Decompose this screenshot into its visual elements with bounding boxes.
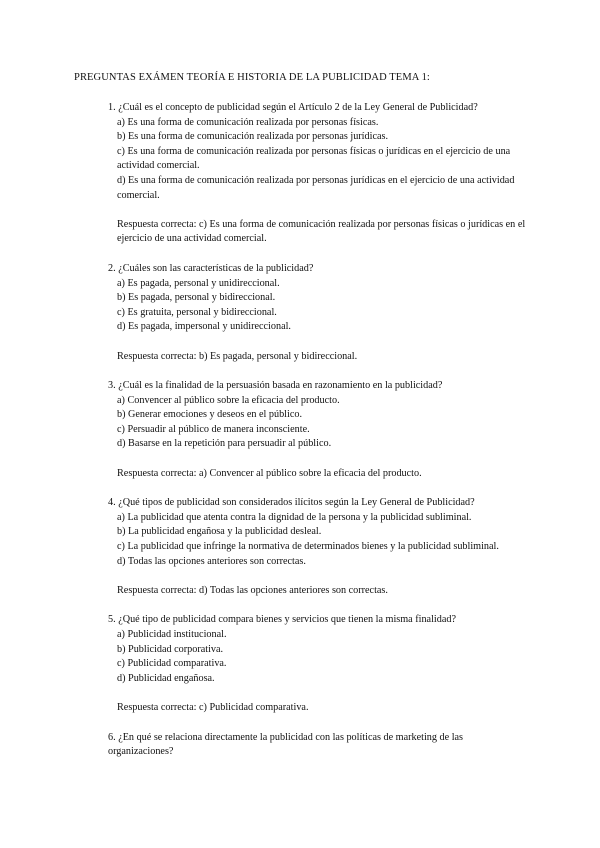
option-b: b) Es pagada, personal y bidireccional. bbox=[117, 292, 276, 304]
correct-answer: Respuesta correcta: c) Publicidad comparativa. bbox=[117, 701, 309, 713]
correct-answer: Respuesta correcta: c) Es una forma de comunicación realizada por personas físicas o jurídicas en el ejercicio de una actividad comercial. bbox=[117, 218, 526, 245]
option-a: a) Convencer al público sobre la eficacia del producto. bbox=[117, 394, 340, 406]
option-c: c) Es una forma de comunicación realizada por personas físicas o jurídicas en el ejercicio de una actividad comercial. bbox=[117, 145, 511, 172]
option-list bbox=[108, 628, 528, 686]
option-list bbox=[108, 511, 528, 569]
question-text: 1. ¿Cuál es el concepto de publicidad según el Artículo 2 de la Ley General de Publicidad? bbox=[108, 102, 478, 113]
question-5 bbox=[108, 613, 528, 715]
correct-answer: Respuesta correcta: b) Es pagada, personal y bidireccional. bbox=[117, 350, 358, 362]
correct-answer: Respuesta correcta: a) Convencer al público sobre la eficacia del producto. bbox=[117, 467, 422, 479]
option-a: a) Publicidad institucional. bbox=[117, 629, 227, 640]
question-6 bbox=[108, 731, 528, 760]
question-text: 2. ¿Cuáles son las características de la publicidad? bbox=[108, 262, 314, 274]
option-d: d) Basarse en la repetición para persuadir al público. bbox=[117, 438, 332, 450]
question-text: 6. ¿En qué se relaciona directamente la publicidad con las políticas de marketing de las organizaciones? bbox=[108, 731, 464, 758]
option-a: a) La publicidad que atenta contra la dignidad de la persona y la publicidad subliminal. bbox=[117, 511, 472, 523]
option-c: c) Es gratuita, personal y bidireccional. bbox=[117, 306, 277, 318]
option-b: b) La publicidad engañosa y la publicidad desleal. bbox=[117, 526, 322, 538]
option-c: c) Persuadir al público de manera inconsciente. bbox=[117, 423, 310, 435]
option-d: d) Es una forma de comunicación realizada por personas jurídicas en el ejercicio de una actividad comercial. bbox=[117, 174, 515, 201]
question-text: 4. ¿Qué tipos de publicidad son considerados ilícitos según la Ley General de Publicidad? bbox=[108, 497, 475, 509]
question-3 bbox=[108, 379, 528, 481]
question-list bbox=[108, 101, 528, 760]
question-text: 5. ¿Qué tipo de publicidad compara bienes y servicios que tienen la misma finalidad? bbox=[108, 614, 456, 626]
option-list bbox=[108, 394, 528, 452]
option-b: b) Es una forma de comunicación realizada por personas jurídicas. bbox=[117, 131, 388, 143]
option-d: d) Es pagada, impersonal y unidireccional. bbox=[117, 321, 291, 333]
question-2 bbox=[108, 262, 528, 364]
option-b: b) Publicidad corporativa. bbox=[117, 643, 224, 655]
option-a: a) Es pagada, personal y unidireccional. bbox=[117, 277, 280, 289]
option-a: a) Es una forma de comunicación realizada por personas físicas. bbox=[117, 116, 379, 128]
option-c: c) La publicidad que infringe la normativa de determinados bienes y la publicidad subliminal. bbox=[117, 541, 499, 553]
correct-answer: Respuesta correcta: d) Todas las opciones anteriores son correctas. bbox=[117, 584, 388, 596]
question-1 bbox=[108, 101, 528, 247]
option-d: d) Todas las opciones anteriores son correctas. bbox=[117, 555, 306, 567]
option-c: c) Publicidad comparativa. bbox=[117, 658, 227, 670]
option-b: b) Generar emociones y deseos en el público. bbox=[117, 409, 303, 421]
question-text: 3. ¿Cuál es la finalidad de la persuasión basada en razonamiento en la publicidad? bbox=[108, 380, 443, 392]
document-title: PREGUNTAS EXÁMEN TEORÍA E HISTORIA DE LA PUBLICIDAD TEMA 1: bbox=[74, 72, 430, 83]
option-list bbox=[108, 116, 528, 204]
question-4 bbox=[108, 496, 528, 598]
option-d: d) Publicidad engañosa. bbox=[117, 672, 215, 684]
option-list bbox=[108, 277, 528, 335]
